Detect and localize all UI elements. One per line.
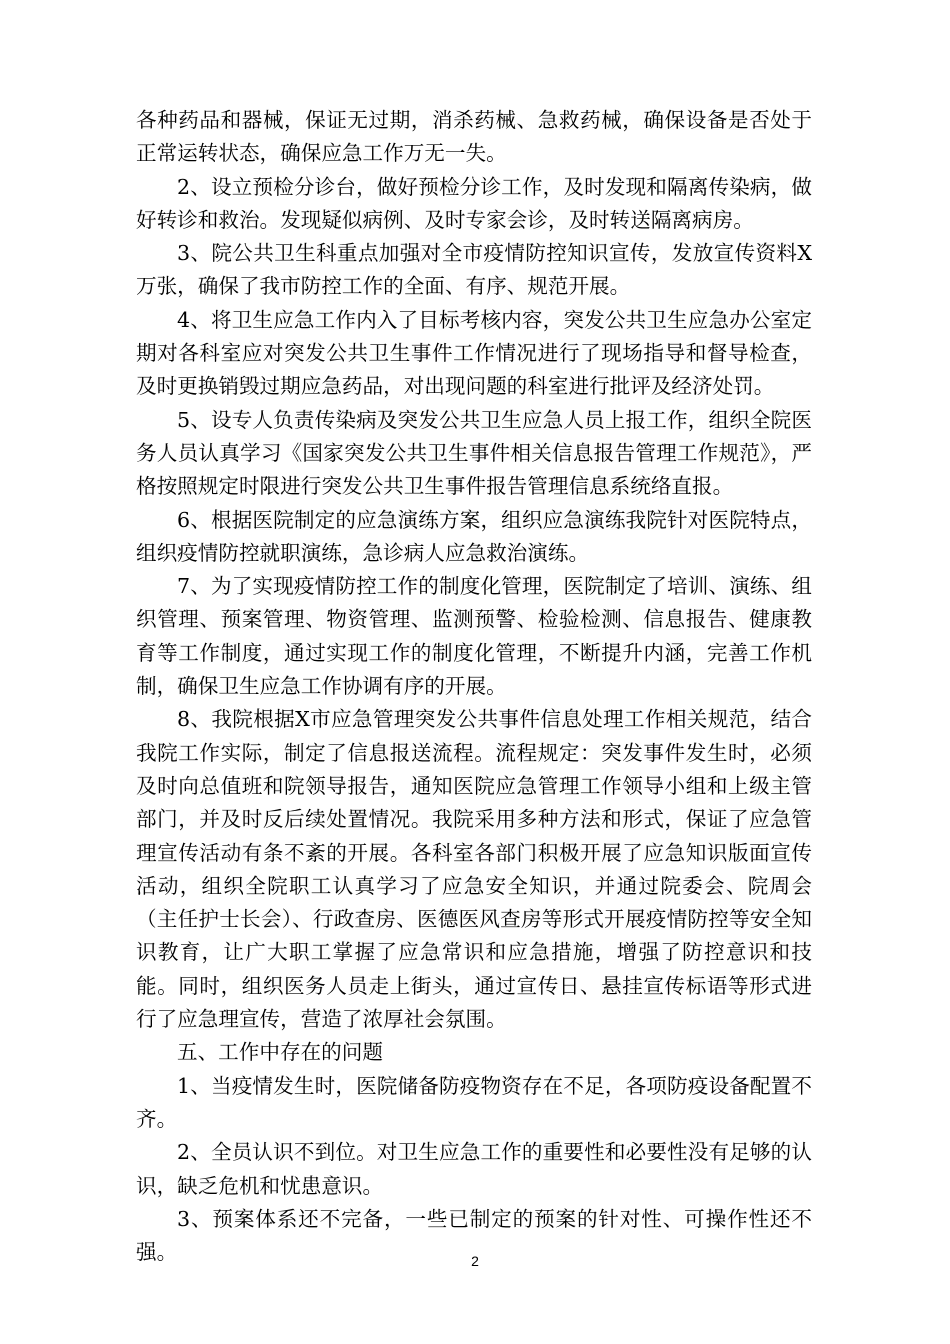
document-body [136,104,812,1269]
section-heading-problems: 五、工作中存在的问题 [177,1040,383,1065]
paragraph-item-8: 8、我院根据X市应急管理突发公共事件信息处理工作相关规范，结合我院工作实际，制定了信息报送流程。流程规定：突发事件发生时，必须及时向总值班和院领导报告，通知医院应急管理工作领导小组和上级主管部门，并及时反后续处置情况。我院采用多种方法和形式，保证了应急管理宣传活动有条不紊的开展。各科室各部门积极开展了应急知识版面宣传活动，组织全院职工认真学习了应急安全知识，并通过院委会、院周会（主任护士长会）、行政查房、医德医风查房等形式开展疫情防控等安全知识教育，让广大职工掌握了应急常识和应急措施，增强了防控意识和技能。同时，组织医务人员走上街头，通过宣传日、悬挂宣传标语等形式进行了应急理宣传，营造了浓厚社会氛围。 [136,707,812,1032]
problem-item-3: 3、预案体系还不完备，一些已制定的预案的针对性、可操作性还不强。 [136,1206,812,1265]
paragraph-item-6: 6、根据医院制定的应急演练方案，组织应急演练我院针对医院特点，组织疫情防控就职演练，急诊病人应急救治演练。 [136,507,812,565]
paragraph-item-4: 4、将卫生应急工作内入了目标考核内容，突发公共卫生应急办公室定期对各科室应对突发公共卫生事件工作情况进行了现场指导和督导检查，及时更换销毁过期应急药品，对出现问题的科室进行批评及经济处罚。 [136,307,812,399]
paragraph-item-2: 2、设立预检分诊台，做好预检分诊工作，及时发现和隔离传染病，做好转诊和救治。发现疑似病例、及时专家会诊，及时转送隔离病房。 [136,174,812,232]
paragraph-item-3: 3、院公共卫生科重点加强对全市疫情防控知识宣传，发放宣传资料X万张，确保了我市防控工作的全面、有序、规范开展。 [136,241,812,299]
paragraph-continuation: 各种药品和器械，保证无过期，消杀药械、急救药械，确保设备是否处于正常运转状态，确保应急工作万无一失。 [136,108,812,166]
paragraph-item-7: 7、为了实现疫情防控工作的制度化管理，医院制定了培训、演练、组织管理、预案管理、物资管理、监测预警、检验检测、信息报告、健康教育等工作制度，通过实现工作的制度化管理，不断提升内涵，完善工作机制，确保卫生应急工作协调有序的开展。 [136,574,812,699]
problem-item-1: 1、当疫情发生时，医院储备防疫物资存在不足，各项防疫设备配置不齐。 [136,1073,812,1131]
page-number: 2 [471,1253,479,1269]
problem-item-2: 2、全员认识不到位。对卫生应急工作的重要性和必要性没有足够的认识，缺乏危机和忧患意识。 [136,1140,812,1198]
paragraph-item-5: 5、设专人负责传染病及突发公共卫生应急人员上报工作，组织全院医务人员认真学习《国家突发公共卫生事件相关信息报告管理工作规范》，严格按照规定时限进行突发公共卫生事件报告管理信息系统络直报。 [136,407,812,499]
